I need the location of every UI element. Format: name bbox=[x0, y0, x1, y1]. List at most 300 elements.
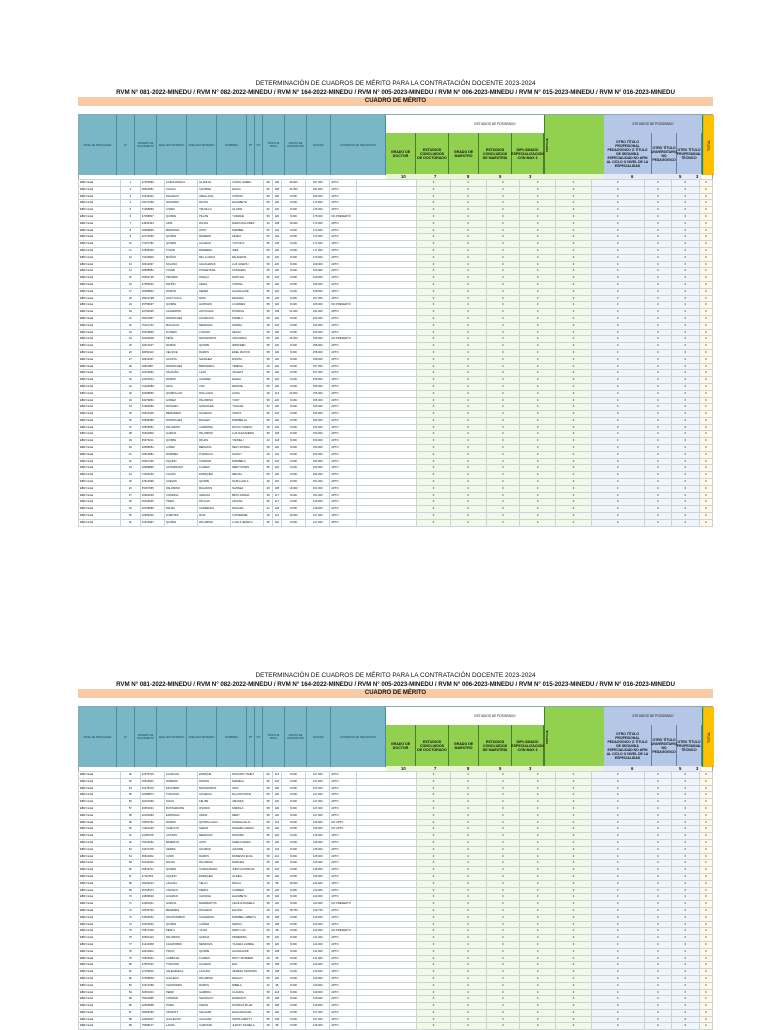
table-cell: QUISPE bbox=[164, 867, 197, 874]
table-cell: APTO bbox=[330, 295, 356, 302]
table-cell: 120 bbox=[273, 411, 282, 418]
table-cell: 0 bbox=[591, 254, 644, 261]
table-cell: 0 bbox=[699, 234, 712, 241]
table-cell: 8.000 bbox=[281, 275, 305, 282]
table-row bbox=[79, 370, 713, 377]
header-col-label: GRUPO DE INSCRIPCIÓN bbox=[285, 707, 307, 767]
table-cell bbox=[356, 812, 417, 819]
table-cell: ALARCON bbox=[164, 772, 197, 779]
table-cell: 0 bbox=[591, 975, 644, 982]
table-cell: 8.000 bbox=[281, 193, 305, 200]
table-cell: EBR Inicial bbox=[79, 846, 121, 853]
table-cell: 8.000 bbox=[281, 799, 305, 806]
table-cell: APTO bbox=[330, 982, 356, 989]
table-cell: 0 bbox=[699, 506, 712, 513]
table-cell: 0 bbox=[672, 479, 700, 486]
table-cell: 44843334 bbox=[140, 220, 164, 227]
table-cell: 0 bbox=[486, 819, 519, 826]
table-cell: 0 bbox=[556, 390, 591, 397]
table-row bbox=[79, 417, 713, 424]
table-cell: 0 bbox=[699, 329, 712, 336]
table-cell: 58 bbox=[264, 812, 273, 819]
table-cell: EBR Inicial bbox=[79, 451, 121, 458]
table-cell: 0 bbox=[450, 458, 486, 465]
table-cell: ZAVALA bbox=[198, 275, 231, 282]
table-cell: 58 bbox=[264, 349, 273, 356]
table-cell: PALMA bbox=[164, 506, 197, 513]
table-cell: 0 bbox=[556, 315, 591, 322]
table-cell: 20.000 bbox=[281, 390, 305, 397]
table-cell: 0 bbox=[556, 479, 591, 486]
table-cell: 8.000 bbox=[281, 839, 305, 846]
table-cell: 0 bbox=[672, 268, 700, 275]
table-cell: 0 bbox=[417, 417, 450, 424]
table-cell: 0 bbox=[486, 839, 519, 846]
table-cell: ROMERO bbox=[198, 234, 231, 241]
table-cell: GARCIA bbox=[164, 431, 197, 438]
table-cell: EBR Inicial bbox=[79, 322, 121, 329]
table-cell: 0 bbox=[486, 826, 519, 833]
postgrado-green-col: GRADO DE DOCTOR bbox=[386, 133, 416, 175]
table-cell: 0 bbox=[450, 519, 486, 526]
table-cell: APTO bbox=[330, 499, 356, 506]
table-cell: 4 bbox=[120, 200, 140, 207]
table-cell: 155.000 bbox=[306, 404, 330, 411]
table-cell: 49 bbox=[120, 506, 140, 513]
points-green-bg bbox=[386, 766, 604, 771]
table-cell: 58 bbox=[264, 941, 273, 948]
table-cell: 45756937 bbox=[140, 302, 164, 309]
table-cell: 0 bbox=[672, 785, 700, 792]
table-cell: EBR Inicial bbox=[79, 982, 121, 989]
table-cell: 48 bbox=[264, 921, 273, 928]
table-cell: 71457782 bbox=[140, 241, 164, 248]
table-cell: EBR Inicial bbox=[79, 853, 121, 860]
table-cell: 0 bbox=[556, 377, 591, 384]
table-cell: 0 bbox=[591, 1003, 644, 1010]
table-cell: 0 bbox=[556, 309, 591, 316]
table-cell: 8.000 bbox=[281, 873, 305, 880]
table-cell: 0 bbox=[699, 805, 712, 812]
table-cell: 0 bbox=[672, 234, 700, 241]
table-cell: 8.000 bbox=[281, 424, 305, 431]
table-cell: 0 bbox=[450, 833, 486, 840]
table-cell: EBR Inicial bbox=[79, 207, 121, 214]
table-cell: 58 bbox=[264, 431, 273, 438]
table-cell: 98 bbox=[273, 928, 282, 935]
table-cell: LAZO bbox=[198, 370, 231, 377]
table-cell: 0 bbox=[699, 499, 712, 506]
points-value: 10 bbox=[401, 766, 406, 771]
table-cell: ALCAZAR bbox=[198, 1016, 231, 1023]
table-row bbox=[79, 465, 713, 472]
table-cell: 0 bbox=[519, 1023, 555, 1030]
table-cell: 108 bbox=[273, 485, 282, 492]
table-row bbox=[79, 349, 713, 356]
table-cell: 0 bbox=[519, 805, 555, 812]
table-cell bbox=[356, 268, 417, 275]
table-cell: 0 bbox=[644, 982, 672, 989]
table-cell: 0 bbox=[556, 465, 591, 472]
table-cell: 0 bbox=[519, 207, 555, 214]
table-cell: 0 bbox=[672, 921, 700, 928]
table-cell: RIOS bbox=[198, 295, 231, 302]
table-cell: APTO bbox=[330, 1016, 356, 1023]
postgrado-blue-col: OTRO TÍTULO PROFESIONAL PEDAGÓGICO O TÍTULO DE SEGUNDA ESPECIALIDAD NO AFIN AL CICLO O NIVEL DE LA ESPECIALIDAD bbox=[604, 133, 652, 175]
table-cell: 0 bbox=[556, 833, 591, 840]
table-cell: APTO bbox=[330, 370, 356, 377]
table-cell: 0 bbox=[699, 207, 712, 214]
table-cell: 40400608 bbox=[140, 336, 164, 343]
table-cell: MUÑOZ bbox=[164, 254, 197, 261]
table-cell bbox=[356, 322, 417, 329]
table-cell: 39 bbox=[120, 438, 140, 445]
table-cell: 2 bbox=[120, 186, 140, 193]
table-cell: 58 bbox=[264, 1016, 273, 1023]
table-cell: 46 bbox=[120, 485, 140, 492]
table-cell: HUAMAN bbox=[198, 962, 231, 969]
table-cell bbox=[356, 241, 417, 248]
table-cell: 48 bbox=[264, 322, 273, 329]
table-cell: 46614905 bbox=[140, 411, 164, 418]
table-row bbox=[79, 1009, 713, 1016]
table-cell: ASTOCAZA bbox=[198, 309, 231, 316]
table-cell: APTO bbox=[330, 275, 356, 282]
table-cell: 0 bbox=[644, 288, 672, 295]
table-cell: 0 bbox=[591, 492, 644, 499]
table-cell: 108 bbox=[273, 969, 282, 976]
table-cell: 120 bbox=[273, 383, 282, 390]
table-cell: ACOSTA bbox=[164, 356, 197, 363]
table-cell bbox=[356, 880, 417, 887]
header-col-label: APELLIDO PATERNO bbox=[157, 115, 187, 175]
cuadro-de-merito-band: CUADRO DE MÉRITO bbox=[78, 689, 713, 698]
table-cell: 0 bbox=[450, 207, 486, 214]
table-cell: PACHECO bbox=[164, 193, 197, 200]
total-label: TOTAL bbox=[704, 707, 714, 767]
table-cell: 0 bbox=[644, 812, 672, 819]
table-cell: 0 bbox=[644, 275, 672, 282]
points-value: 6 bbox=[631, 174, 634, 179]
table-cell: 0 bbox=[699, 417, 712, 424]
table-cell: 0 bbox=[699, 322, 712, 329]
table-cell: 0 bbox=[644, 451, 672, 458]
table-cell: 0 bbox=[450, 281, 486, 288]
table-cell: 120 bbox=[273, 247, 282, 254]
table-cell: 0 bbox=[556, 295, 591, 302]
table-cell: 52 bbox=[120, 772, 140, 779]
table-cell: 8.000 bbox=[281, 914, 305, 921]
table-row bbox=[79, 799, 713, 806]
table-cell: BUSTAMANTE bbox=[164, 805, 197, 812]
table-cell: 0 bbox=[644, 1009, 672, 1016]
table-cell: ANA MARIA bbox=[231, 336, 264, 343]
table-cell: RAMOS bbox=[164, 819, 197, 826]
table-cell: 0 bbox=[556, 778, 591, 785]
table-cell: EBR Inicial bbox=[79, 772, 121, 779]
table-cell: 8.000 bbox=[281, 254, 305, 261]
table-cell: 120 bbox=[273, 261, 282, 268]
table-cell: 8.000 bbox=[281, 805, 305, 812]
table-cell: 0 bbox=[556, 1016, 591, 1023]
table-cell: ENRIQUE bbox=[198, 772, 231, 779]
table-cell: 41631544 bbox=[140, 377, 164, 384]
table-cell: 71624229 bbox=[140, 826, 164, 833]
table-cell: YOCSICA bbox=[231, 241, 264, 248]
table-cell: 0 bbox=[486, 275, 519, 282]
table-cell: 0 bbox=[417, 989, 450, 996]
table-cell: 113 bbox=[273, 772, 282, 779]
table-cell: 0 bbox=[644, 336, 672, 343]
table-cell: APTO bbox=[330, 887, 356, 894]
table-cell: EBR Inicial bbox=[79, 309, 121, 316]
table-cell: 0 bbox=[644, 397, 672, 404]
table-cell bbox=[356, 901, 417, 908]
table-cell: ROSAMA bbox=[231, 833, 264, 840]
table-cell: CARBAJAL bbox=[164, 955, 197, 962]
table-cell: PALOMINO bbox=[198, 397, 231, 404]
table-cell: 0 bbox=[486, 1009, 519, 1016]
table-cell: 0 bbox=[519, 894, 555, 901]
table-cell: BULAMOS bbox=[198, 485, 231, 492]
table-cell: YUDY bbox=[231, 397, 264, 404]
table-cell: 153.000 bbox=[306, 451, 330, 458]
table-row bbox=[79, 241, 713, 248]
table-cell: PERKA bbox=[198, 887, 231, 894]
table-cell: 120 bbox=[273, 465, 282, 472]
table-cell: 0 bbox=[556, 799, 591, 806]
table-cell: 0 bbox=[486, 227, 519, 234]
table-row bbox=[79, 451, 713, 458]
table-cell: 0 bbox=[519, 792, 555, 799]
table-cell: 98 bbox=[273, 1023, 282, 1030]
table-cell: 61 bbox=[120, 833, 140, 840]
table-cell: 120 bbox=[273, 860, 282, 867]
table-cell: ZAPOLA BETTY bbox=[231, 1016, 264, 1023]
table-cell: 8.000 bbox=[281, 894, 305, 901]
table-cell: 0 bbox=[556, 860, 591, 867]
table-cell: 58 bbox=[264, 275, 273, 282]
table-cell: 0 bbox=[672, 492, 700, 499]
table-cell: 8.000 bbox=[281, 826, 305, 833]
table-cell: 8.000 bbox=[281, 281, 305, 288]
postgrado-green-group bbox=[386, 707, 604, 767]
table-cell: LOPEZ bbox=[164, 207, 197, 214]
table-cell: 9.000 bbox=[281, 227, 305, 234]
table-cell: RAMOS bbox=[164, 377, 197, 384]
table-cell: 0 bbox=[556, 492, 591, 499]
table-cell: 0 bbox=[556, 322, 591, 329]
table-cell: 0 bbox=[417, 227, 450, 234]
table-cell: 0 bbox=[699, 431, 712, 438]
table-cell: 74 bbox=[120, 921, 140, 928]
table-cell bbox=[356, 914, 417, 921]
table-cell: APTO bbox=[330, 458, 356, 465]
table-cell: EBR Inicial bbox=[79, 288, 121, 295]
table-cell: PATRICIA bbox=[231, 309, 264, 316]
table-cell: 0 bbox=[486, 1003, 519, 1010]
table-cell: 0 bbox=[486, 519, 519, 526]
table-cell: 71 bbox=[120, 901, 140, 908]
table-row bbox=[79, 322, 713, 329]
table-cell: 0 bbox=[644, 948, 672, 955]
table-cell: GAMBOA bbox=[198, 989, 231, 996]
table-cell: APTO bbox=[330, 180, 356, 187]
table-cell: 0 bbox=[519, 281, 555, 288]
table-cell: 0 bbox=[644, 485, 672, 492]
table-cell: 142.000 bbox=[306, 921, 330, 928]
table-cell: EBR Inicial bbox=[79, 935, 121, 942]
table-cell: 0 bbox=[644, 356, 672, 363]
table-cell: 0 bbox=[519, 390, 555, 397]
table-cell: 0 bbox=[486, 485, 519, 492]
table-cell: 142.000 bbox=[306, 928, 330, 935]
table-cell: 0 bbox=[556, 220, 591, 227]
table-cell: 0 bbox=[417, 1009, 450, 1016]
table-cell: 143.000 bbox=[306, 887, 330, 894]
table-cell: CONDOR bbox=[198, 458, 231, 465]
table-cell: 8.000 bbox=[281, 778, 305, 785]
table-cell: 0 bbox=[672, 873, 700, 880]
table-cell: 47098807 bbox=[140, 213, 164, 220]
table-cell: 56 bbox=[120, 799, 140, 806]
table-cell: 40599869 bbox=[140, 465, 164, 472]
table-cell: 0 bbox=[519, 921, 555, 928]
table-row bbox=[79, 805, 713, 812]
table-cell: 0 bbox=[556, 302, 591, 309]
table-cell: 0 bbox=[450, 241, 486, 248]
rvm-line: RVM N° 081-2022-MINEDU / RVM N° 082-2022-MINEDU / RVM N° 164-2022-MINEDU / RVM N° 005-2023-MINEDU / RVM N° 006-2023-MINEDU / RVM N° 015-2023-MINEDU / RVM N° 016-2023-MINEDU bbox=[116, 89, 675, 96]
table-cell: 58 bbox=[264, 785, 273, 792]
table-cell bbox=[356, 921, 417, 928]
table-cell: 0 bbox=[417, 329, 450, 336]
table-cell: 0 bbox=[519, 424, 555, 431]
table-cell: APTO bbox=[330, 853, 356, 860]
table-cell: EBR Inicial bbox=[79, 329, 121, 336]
table-cell: 0 bbox=[644, 370, 672, 377]
table-cell bbox=[356, 309, 417, 316]
table-cell: 48 bbox=[264, 479, 273, 486]
table-cell: 0 bbox=[450, 397, 486, 404]
table-cell: 0 bbox=[672, 343, 700, 350]
table-cell: 0 bbox=[699, 513, 712, 520]
table-cell: 45166645 bbox=[140, 499, 164, 506]
table-cell: 0 bbox=[591, 302, 644, 309]
table-cell: 0 bbox=[450, 220, 486, 227]
table-row bbox=[79, 268, 713, 275]
table-cell: 40904413 bbox=[140, 935, 164, 942]
table-cell: APTO bbox=[330, 309, 356, 316]
table-cell: EBR Inicial bbox=[79, 799, 121, 806]
table-cell: 8.000 bbox=[281, 1003, 305, 1010]
table-cell: 0 bbox=[644, 799, 672, 806]
table-cell: MARIA DOLORES bbox=[231, 220, 264, 227]
table-cell: 8.000 bbox=[281, 445, 305, 452]
table-cell: 66 bbox=[120, 867, 140, 874]
table-row bbox=[79, 227, 713, 234]
table-cell: TRUJILLO bbox=[198, 207, 231, 214]
table-cell: KATHERIN bbox=[231, 268, 264, 275]
table-cell: ROMAN bbox=[198, 778, 231, 785]
table-cell: 8.000 bbox=[281, 349, 305, 356]
green-puntaje-label: PUNTAJE bbox=[544, 707, 604, 767]
table-cell: 0 bbox=[644, 363, 672, 370]
table-cell bbox=[356, 186, 417, 193]
table-cell: 120 bbox=[273, 275, 282, 282]
table-cell: 0 bbox=[450, 390, 486, 397]
table-cell: 120 bbox=[273, 785, 282, 792]
table-cell: 0 bbox=[519, 1016, 555, 1023]
table-cell: APTO bbox=[330, 778, 356, 785]
table-cell: 139.000 bbox=[306, 1003, 330, 1010]
table-cell: 143.000 bbox=[306, 901, 330, 908]
table-cell: 0 bbox=[519, 492, 555, 499]
table-cell: 0 bbox=[672, 458, 700, 465]
table-cell: 48 bbox=[264, 363, 273, 370]
table-cell: 0 bbox=[556, 921, 591, 928]
table-row bbox=[79, 826, 713, 833]
table-cell: 0 bbox=[417, 445, 450, 452]
table-cell: 58 bbox=[264, 383, 273, 390]
table-cell: 165.000 bbox=[306, 302, 330, 309]
table-cell: RAMOS bbox=[164, 343, 197, 350]
table-cell: 58 bbox=[264, 295, 273, 302]
table-cell: 0 bbox=[591, 921, 644, 928]
table-cell: EBR Inicial bbox=[79, 343, 121, 350]
table-cell: EBR Inicial bbox=[79, 268, 121, 275]
table-cell: QUISPE bbox=[198, 343, 231, 350]
table-cell: 17 bbox=[120, 288, 140, 295]
table-cell: 31 bbox=[120, 383, 140, 390]
table-cell: EBR Inicial bbox=[79, 220, 121, 227]
table-cell: 0 bbox=[672, 792, 700, 799]
table-cell: 164.000 bbox=[306, 309, 330, 316]
table-cell: 0 bbox=[556, 826, 591, 833]
table-cell: 58 bbox=[264, 472, 273, 479]
table-cell: 0 bbox=[519, 404, 555, 411]
table-cell: PALOMINO bbox=[164, 424, 197, 431]
table-cell: FABIOLA bbox=[231, 805, 264, 812]
table-cell: 0 bbox=[556, 458, 591, 465]
table-cell: 171.000 bbox=[306, 241, 330, 248]
table-cell: 48 bbox=[120, 499, 140, 506]
table-cell: 0 bbox=[591, 207, 644, 214]
table-cell: 0 bbox=[672, 839, 700, 846]
table-cell: 20424669 bbox=[140, 799, 164, 806]
table-cell: 0 bbox=[699, 880, 712, 887]
table-cell: 0 bbox=[417, 186, 450, 193]
table-cell: 0 bbox=[486, 499, 519, 506]
table-cell: 0 bbox=[417, 935, 450, 942]
table-cell: 0 bbox=[699, 982, 712, 989]
table-cell: MATAMOROS bbox=[198, 336, 231, 343]
table-cell: 8.000 bbox=[281, 451, 305, 458]
table-cell: ROCY ROSMERI bbox=[231, 955, 264, 962]
table-cell: SANTISTEBAN bbox=[164, 914, 197, 921]
table-cell: 0 bbox=[417, 315, 450, 322]
table-cell: 0 bbox=[486, 975, 519, 982]
table-cell: EBR Inicial bbox=[79, 383, 121, 390]
table-cell: ESCOBAR bbox=[164, 785, 197, 792]
table-cell: 0 bbox=[672, 227, 700, 234]
table-cell: 0 bbox=[486, 363, 519, 370]
table-cell: 0 bbox=[519, 901, 555, 908]
table-cell: 147.000 bbox=[306, 805, 330, 812]
table-cell: GARCIA bbox=[164, 901, 197, 908]
table-cell: VIVANCO bbox=[164, 887, 197, 894]
table-cell: 153.000 bbox=[306, 431, 330, 438]
table-cell: 0 bbox=[644, 819, 672, 826]
